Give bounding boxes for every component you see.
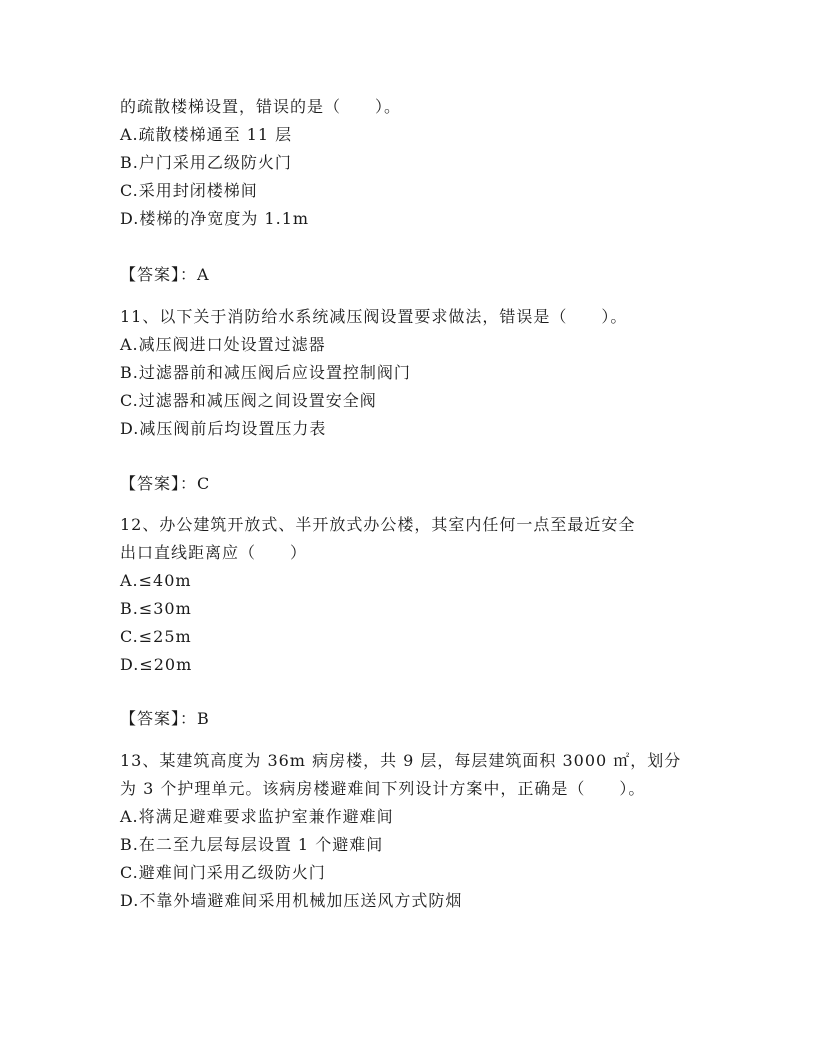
- option-d: D.减压阀前后均设置压力表: [120, 419, 327, 438]
- question-stem: 11、以下关于消防给水系统减压阀设置要求做法，错误是（ ）。: [120, 307, 628, 326]
- option-a: A.疏散楼梯通至 11 层: [120, 125, 293, 144]
- option-a: A.将满足避难要求监护室兼作避难间: [120, 807, 394, 826]
- option-d: D.不靠外墙避难间采用机械加压送风方式防烟: [120, 891, 463, 910]
- answer-line: 【答案】：C: [120, 474, 211, 493]
- answer-line: 【答案】：A: [120, 265, 210, 284]
- question-stem-continued: 为 3 个护理单元。该病房楼避难间下列设计方案中，正确是（ ）。: [120, 779, 646, 798]
- option-b: B.在二至九层每层设置 1 个避难间: [120, 835, 384, 854]
- answer-line: 【答案】：B: [120, 709, 210, 728]
- option-b: B.过滤器前和减压阀后应设置控制阀门: [120, 363, 411, 382]
- option-d: D.楼梯的净宽度为 1.1m: [120, 209, 310, 228]
- option-c: C.采用封闭楼梯间: [120, 181, 258, 200]
- question-stem: 12、办公建筑开放式、半开放式办公楼，其室内任何一点至最近安全: [120, 515, 636, 534]
- option-c: C.避难间门采用乙级防火门: [120, 863, 326, 882]
- option-a: A.≤40m: [120, 571, 192, 590]
- option-a: A.减压阀进口处设置过滤器: [120, 335, 326, 354]
- question-stem: 的疏散楼梯设置，错误的是（ ）。: [120, 97, 402, 116]
- option-b: B.户门采用乙级防火门: [120, 153, 292, 172]
- option-b: B.≤30m: [120, 599, 192, 618]
- question-stem-continued: 出口直线距离应（ ）: [120, 543, 308, 562]
- option-d: D.≤20m: [120, 655, 193, 674]
- option-c: C.≤25m: [120, 627, 192, 646]
- option-c: C.过滤器和减压阀之间设置安全阀: [120, 391, 377, 410]
- question-stem: 13、某建筑高度为 36m 病房楼，共 9 层，每层建筑面积 3000 ㎡，划分: [120, 751, 682, 770]
